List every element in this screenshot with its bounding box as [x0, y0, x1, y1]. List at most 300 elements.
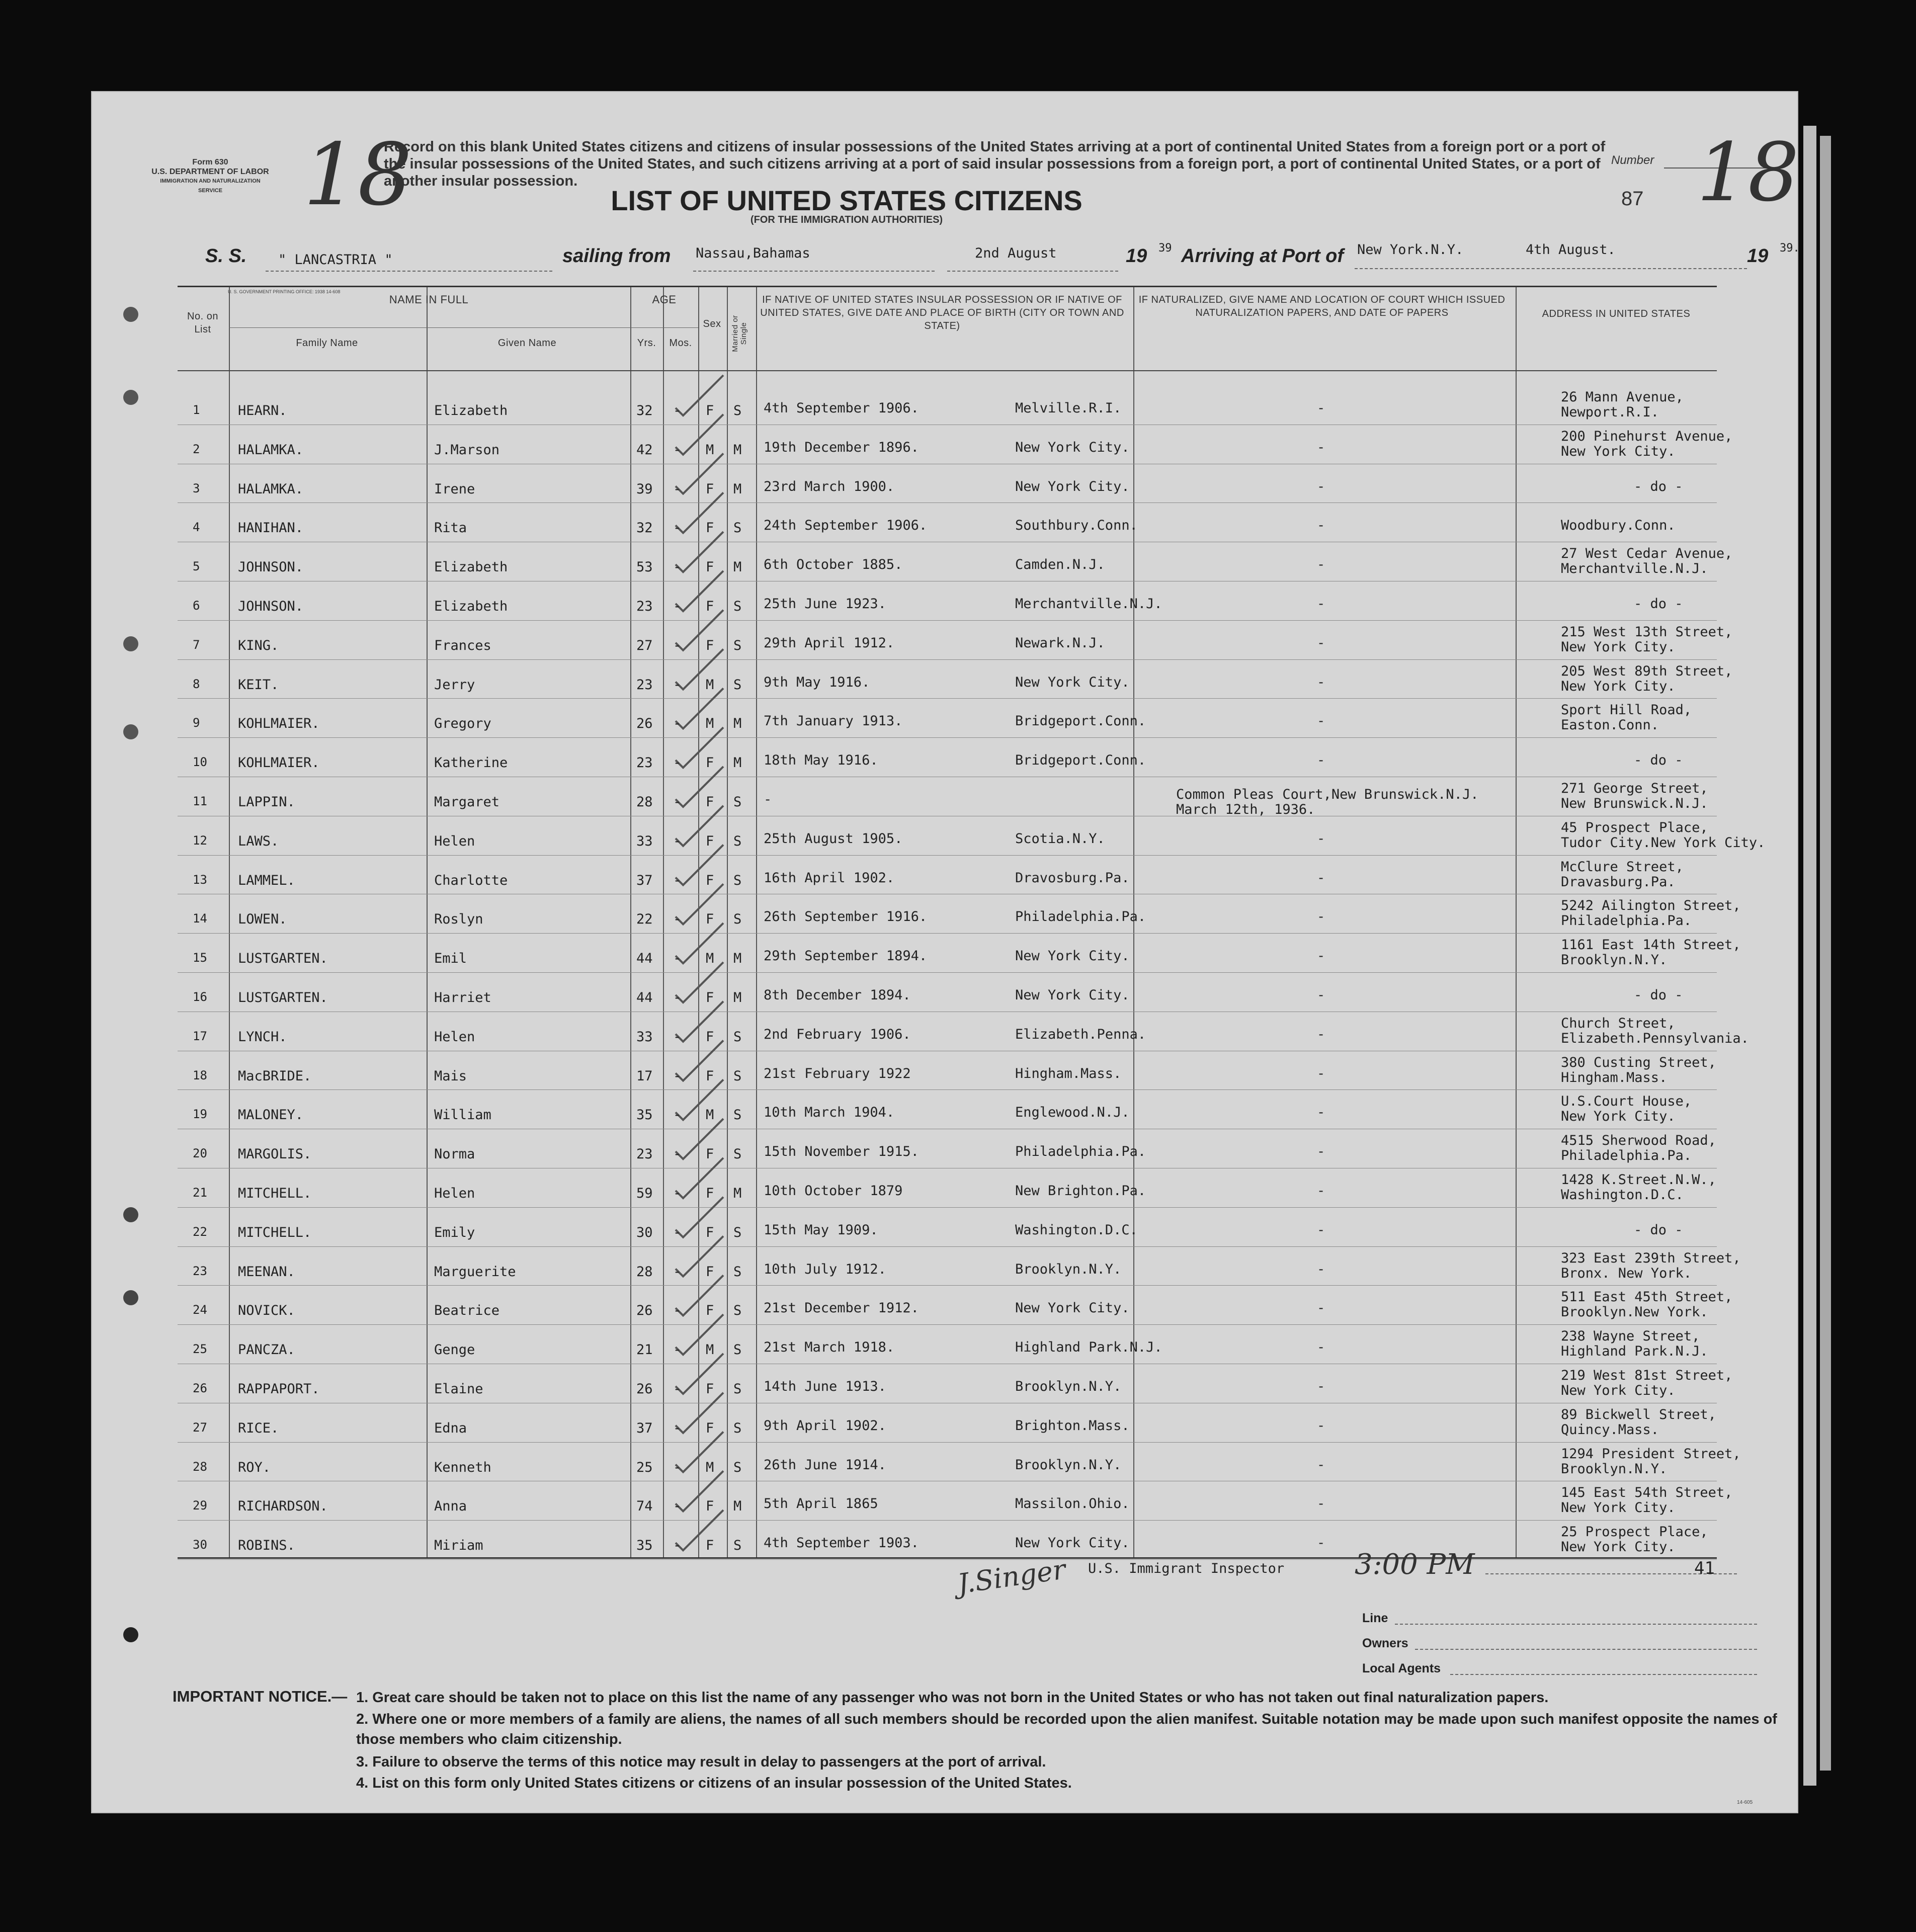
marital-status: S — [733, 1146, 742, 1162]
address-line-1: 26 Mann Avenue, — [1561, 389, 1684, 405]
birth-place: Elizabeth.Penna. — [1015, 1026, 1146, 1042]
age-months: - — [673, 951, 682, 967]
age-years: 26 — [636, 1381, 653, 1397]
birth-date: 5th April 1865 — [764, 1496, 878, 1512]
address-line-1: 205 West 89th Street, — [1561, 663, 1733, 679]
age-years: 23 — [636, 755, 653, 771]
given-name: Elaine — [434, 1381, 483, 1397]
table-row — [178, 1520, 1717, 1559]
age-years: 26 — [636, 1303, 653, 1319]
family-name: RICHARDSON. — [238, 1498, 328, 1515]
age-years: 28 — [636, 1264, 653, 1280]
notice-1: 1. Great care should be taken not to place on this list the name of any passenger who was not born in the United States or who has not taken out final naturalization papers. — [356, 1690, 1549, 1706]
page-subtitle: (FOR THE IMMIGRATION AUTHORITIES) — [750, 214, 943, 225]
naturalization-info: - — [1317, 1379, 1325, 1394]
sex: F — [706, 794, 714, 810]
sex: F — [706, 833, 714, 849]
row-number: 28 — [193, 1459, 207, 1474]
address-line-2: Philadelphia.Pa. — [1561, 913, 1692, 929]
given-name: Margaret — [434, 794, 500, 810]
naturalization-court: Common Pleas Court,New Brunswick.N.J. — [1176, 787, 1479, 802]
birth-place: New York City. — [1015, 987, 1130, 1003]
birth-date: 29th September 1894. — [764, 948, 928, 964]
age-months: - — [673, 1264, 682, 1280]
naturalization-info: - — [1317, 1339, 1325, 1356]
age-months: - — [673, 599, 682, 614]
inspector-signature: J.Singer — [955, 1553, 1068, 1600]
age-months: - — [673, 1107, 682, 1123]
birth-date: 15th May 1909. — [764, 1222, 878, 1238]
row-number: 23 — [193, 1264, 207, 1278]
table-row — [178, 737, 1717, 777]
birth-date: - — [764, 792, 772, 807]
sex: F — [706, 520, 714, 536]
birth-date: 25th August 1905. — [764, 830, 903, 847]
handwritten-number-left: 18 — [303, 125, 412, 225]
address-line-1: - do - — [1634, 752, 1683, 769]
record-instructions: Record on this blank United States citizens and citizens of insular possessions of the United States arriving at a port of continental United States from a foreign port or a port of the insular possessions of the United States, and such citizens arriving at a port of said insular possessions from a foreign port, a port of continental United States, or a port of another insular possession. — [384, 139, 1606, 189]
naturalization-info: - — [1317, 830, 1325, 847]
age-years: 59 — [636, 1186, 653, 1201]
marital-status: S — [733, 833, 742, 849]
row-number: 24 — [193, 1303, 207, 1317]
address-line-1: 380 Custing Street, — [1561, 1054, 1716, 1070]
table-row — [178, 1207, 1717, 1246]
table-row — [178, 933, 1741, 972]
marital-status: S — [733, 1459, 742, 1475]
address-line-1: 219 West 81st Street, — [1561, 1368, 1733, 1383]
age-months: - — [673, 1498, 682, 1515]
age-months: - — [673, 1224, 682, 1240]
manifest-sheet — [92, 92, 1800, 1812]
naturalization-info: - — [1317, 1183, 1325, 1199]
marital-status: S — [733, 1420, 742, 1436]
address-line-1: 200 Pinehurst Avenue, — [1561, 428, 1733, 444]
birth-place: New York City. — [1015, 1535, 1130, 1551]
sex: M — [706, 951, 714, 967]
notice-title: IMPORTANT NOTICE.— — [173, 1688, 348, 1705]
address-line-2: Tudor City.New York City. — [1561, 834, 1766, 851]
marital-status: S — [733, 1068, 742, 1084]
form-code: 14-605 — [1737, 1800, 1753, 1805]
birth-place: Camden.N.J. — [1015, 557, 1105, 573]
given-name: Elizabeth — [434, 559, 508, 575]
notice-4: 4. List on this form only United States citizens or citizens of an insular possession of the United States. — [356, 1775, 1072, 1791]
row-number: 29 — [193, 1498, 207, 1513]
age-months: - — [673, 794, 682, 810]
col-given: Given Name — [497, 338, 557, 349]
naturalization-info: - — [1317, 400, 1325, 416]
birth-place: Bridgeport.Conn. — [1015, 713, 1146, 729]
row-number: 14 — [193, 911, 207, 926]
birth-date: 25th June 1923. — [764, 596, 886, 612]
birth-date: 10th July 1912. — [764, 1261, 886, 1277]
given-name: Helen — [434, 1029, 475, 1045]
age-months: - — [673, 1146, 682, 1162]
birth-date: 24th September 1906. — [764, 518, 928, 534]
grid-row-line — [178, 1559, 1717, 1560]
given-name: Elizabeth — [434, 599, 508, 614]
family-name: MacBRIDE. — [238, 1068, 312, 1084]
naturalization-info: - — [1317, 1457, 1325, 1473]
arrival-port: New York.N.Y. — [1357, 242, 1464, 258]
age-months: - — [673, 1420, 682, 1436]
birth-date: 16th April 1902. — [764, 870, 895, 886]
address-line-2: New York City. — [1561, 678, 1676, 694]
age-years: 23 — [636, 677, 653, 693]
table-row — [178, 1051, 1717, 1090]
given-name: Emily — [434, 1224, 475, 1240]
row-number: 26 — [193, 1381, 207, 1395]
naturalization-info: - — [1317, 1496, 1325, 1512]
address-line-1: 1161 East 14th Street, — [1561, 937, 1741, 953]
address-line-1: 1294 President Street, — [1561, 1446, 1741, 1462]
birth-place: Washington.D.C. — [1015, 1222, 1138, 1238]
arrival-line — [1355, 268, 1747, 269]
sex: F — [706, 637, 714, 653]
naturalization-info: - — [1317, 478, 1325, 494]
sailing-label: sailing from — [562, 245, 671, 267]
birth-date: 4th September 1903. — [764, 1535, 919, 1551]
age-years: 21 — [636, 1342, 653, 1358]
sex: F — [706, 911, 714, 928]
birth-date: 21st March 1918. — [764, 1339, 895, 1356]
table-row — [178, 1012, 1749, 1051]
given-name: Mais — [434, 1068, 467, 1084]
birth-date: 26th September 1916. — [764, 909, 928, 925]
address-line-2: Washington.D.C. — [1561, 1187, 1684, 1203]
col-married: Married or Single — [731, 315, 748, 352]
age-years: 28 — [636, 794, 653, 810]
address-line-2: Bronx. New York. — [1561, 1265, 1692, 1281]
row-number: 8 — [193, 677, 200, 691]
family-name: LOWEN. — [238, 911, 287, 928]
birth-date: 4th September 1906. — [764, 400, 919, 416]
marital-status: S — [733, 911, 742, 928]
address-line-2: Quincy.Mass. — [1561, 1421, 1659, 1438]
family-name: PANCZA. — [238, 1342, 295, 1358]
sex: F — [706, 1224, 714, 1240]
ship-name: " LANCASTRIA " — [278, 252, 393, 268]
table-row — [178, 542, 1733, 581]
given-name: Norma — [434, 1146, 475, 1162]
row-number: 16 — [193, 990, 207, 1004]
address-line-1: 27 West Cedar Avenue, — [1561, 546, 1733, 562]
marital-status: S — [733, 637, 742, 653]
table-row — [178, 1129, 1717, 1168]
age-months: - — [673, 481, 682, 497]
sex: F — [706, 1068, 714, 1084]
family-name: LUSTGARTEN. — [238, 951, 328, 967]
address-line-2: Elizabeth.Pennsylvania. — [1561, 1030, 1749, 1046]
arrival-year: 39. — [1780, 242, 1800, 255]
age-years: 25 — [636, 1459, 653, 1475]
punch-hole — [123, 1207, 138, 1222]
address-line-1: - do - — [1634, 596, 1683, 612]
inspector-title: U.S. Immigrant Inspector — [1088, 1561, 1285, 1576]
address-line-1: - do - — [1634, 478, 1683, 494]
sex: M — [706, 716, 714, 732]
birth-place: New York City. — [1015, 478, 1130, 494]
sex: M — [706, 677, 714, 693]
table-row — [178, 425, 1733, 464]
age-years: 53 — [636, 559, 653, 575]
birth-place: Dravosburg.Pa. — [1015, 870, 1130, 886]
naturalization-info: - — [1317, 1300, 1325, 1316]
address-line-2: New York City. — [1561, 1539, 1676, 1555]
birth-date: 29th April 1912. — [764, 635, 895, 651]
age-months: - — [673, 755, 682, 771]
row-number: 21 — [193, 1186, 207, 1200]
page-edge — [1803, 126, 1816, 1786]
row-number: 22 — [193, 1224, 207, 1239]
age-months: - — [673, 872, 682, 888]
naturalization-info: - — [1317, 518, 1325, 534]
age-months: - — [673, 1068, 682, 1084]
birth-place: Philadelphia.Pa. — [1015, 1144, 1146, 1160]
table-row — [178, 816, 1766, 855]
birth-place: New York City. — [1015, 948, 1130, 964]
birth-place: Scotia.N.Y. — [1015, 830, 1105, 847]
page-number: 41 — [1694, 1558, 1715, 1578]
birth-place: Brooklyn.N.Y. — [1015, 1379, 1122, 1394]
naturalization-info: - — [1317, 1026, 1325, 1042]
sex: F — [706, 1420, 714, 1436]
naturalization-info: - — [1317, 1144, 1325, 1160]
birth-date: 9th April 1902. — [764, 1417, 886, 1434]
col-mos: Mos. — [669, 338, 692, 349]
sex: M — [706, 1342, 714, 1358]
sex: F — [706, 559, 714, 575]
table-row — [178, 581, 1717, 620]
given-name: William — [434, 1107, 491, 1123]
age-years: 32 — [636, 520, 653, 536]
given-name: Katherine — [434, 755, 508, 771]
given-name: Helen — [434, 1186, 475, 1201]
birth-place: Philadelphia.Pa. — [1015, 909, 1146, 925]
birth-date: 8th December 1894. — [764, 987, 911, 1003]
punch-hole — [123, 636, 138, 651]
col-yrs: Yrs. — [637, 338, 656, 349]
row-number: 9 — [193, 716, 200, 730]
birth-date: 26th June 1914. — [764, 1457, 886, 1473]
col-age: AGE — [652, 293, 677, 306]
age-years: 32 — [636, 403, 653, 418]
birth-place: Brooklyn.N.Y. — [1015, 1261, 1122, 1277]
col-name-in-full: NAME IN FULL — [389, 293, 469, 306]
age-months: - — [673, 403, 682, 418]
table-row — [178, 894, 1741, 933]
punch-hole — [123, 1290, 138, 1305]
punch-hole — [123, 390, 138, 405]
sex: M — [706, 1459, 714, 1475]
birth-date: 21st December 1912. — [764, 1300, 919, 1316]
punch-hole — [123, 307, 138, 322]
sex: F — [706, 1264, 714, 1280]
sex: F — [706, 1498, 714, 1515]
marital-status: M — [733, 755, 742, 771]
form-info — [150, 157, 271, 196]
marital-status: S — [733, 599, 742, 614]
family-name: JOHNSON. — [238, 559, 304, 575]
naturalization-info: - — [1317, 948, 1325, 964]
sex: F — [706, 481, 714, 497]
col-family: Family Name — [296, 338, 358, 349]
table-row — [178, 1403, 1717, 1442]
arrival-time: 3:00 PM — [1355, 1548, 1475, 1581]
age-months: - — [673, 1381, 682, 1397]
birth-place: New York City. — [1015, 674, 1130, 690]
birth-place: Hingham.Mass. — [1015, 1065, 1122, 1081]
arriving-label: Arriving at Port of — [1181, 245, 1344, 267]
row-number: 25 — [193, 1342, 207, 1357]
given-name: Gregory — [434, 716, 491, 732]
family-name: HALAMKA. — [238, 442, 304, 458]
age-months: - — [673, 1538, 682, 1554]
col-address: ADDRESS IN UNITED STATES — [1542, 308, 1691, 319]
naturalization-info: - — [1317, 439, 1325, 455]
row-number: 27 — [193, 1420, 207, 1435]
row-number: 20 — [193, 1146, 207, 1161]
age-years: 27 — [636, 637, 653, 653]
family-name: HEARN. — [238, 403, 287, 418]
age-years: 74 — [636, 1498, 653, 1515]
line-label: Line — [1362, 1611, 1388, 1625]
address-line-2: Brooklyn.N.Y. — [1561, 952, 1668, 968]
family-name: ROBINS. — [238, 1538, 295, 1554]
address-line-2: Brooklyn.New York. — [1561, 1304, 1708, 1320]
marital-status: M — [733, 1498, 742, 1515]
row-number: 15 — [193, 951, 207, 965]
address-line-2: Newport.R.I. — [1561, 404, 1659, 420]
sex: F — [706, 1029, 714, 1045]
age-months: - — [673, 442, 682, 458]
age-months: - — [673, 520, 682, 536]
birth-date: 2nd February 1906. — [764, 1026, 911, 1042]
table-row — [178, 620, 1733, 659]
naturalization-info: - — [1317, 1417, 1325, 1434]
family-name: RAPPAPORT. — [238, 1381, 320, 1397]
row-number: 6 — [193, 599, 200, 613]
family-name: MARGOLIS. — [238, 1146, 312, 1162]
notice-2: 2. Where one or more members of a family are aliens, the names of all such members should be recorded upon the alien manifest. Suitable notation may be made upon such manifest opposite the names of those members who claim citizenship. — [356, 1711, 1777, 1747]
row-number: 3 — [193, 481, 200, 495]
given-name: Elizabeth — [434, 403, 508, 418]
given-name: Irene — [434, 481, 475, 497]
marital-status: S — [733, 872, 742, 888]
row-number: 1 — [193, 403, 200, 417]
owners-field — [1415, 1649, 1757, 1650]
family-name: ROY. — [238, 1459, 271, 1475]
marital-status: S — [733, 677, 742, 693]
naturalization-info: - — [1317, 1261, 1325, 1277]
age-years: 17 — [636, 1068, 653, 1084]
family-name: KING. — [238, 637, 279, 653]
address-line-1: - do - — [1634, 1222, 1683, 1238]
row-number: 19 — [193, 1107, 207, 1122]
age-years: 42 — [636, 442, 653, 458]
table-row — [178, 855, 1717, 894]
address-line-1: - do - — [1634, 987, 1683, 1003]
row-number: 18 — [193, 1068, 207, 1082]
table-row — [178, 972, 1717, 1012]
age-months: - — [673, 677, 682, 693]
ship-line — [266, 271, 552, 272]
given-name: Anna — [434, 1498, 467, 1515]
table-row — [178, 1324, 1717, 1364]
marital-status: M — [733, 1186, 742, 1201]
age-years: 35 — [636, 1107, 653, 1123]
family-name: MALONEY. — [238, 1107, 304, 1123]
marital-status: S — [733, 1381, 742, 1397]
age-months: - — [673, 1186, 682, 1201]
birth-place: New Brighton.Pa. — [1015, 1183, 1146, 1199]
page-edge-back — [1820, 136, 1831, 1771]
address-line-2: New York City. — [1561, 443, 1676, 459]
given-name: Emil — [434, 951, 467, 967]
given-name: J.Marson — [434, 442, 500, 458]
naturalization-info: - — [1317, 752, 1325, 769]
age-years: 37 — [636, 1420, 653, 1436]
row-number: 30 — [193, 1538, 207, 1552]
marital-status: M — [733, 442, 742, 458]
table-row — [178, 698, 1717, 737]
naturalization-info: - — [1317, 1222, 1325, 1238]
given-name: Marguerite — [434, 1264, 516, 1280]
sex: F — [706, 1146, 714, 1162]
family-name: NOVICK. — [238, 1303, 295, 1319]
address-line-1: 5242 Ailington Street, — [1561, 898, 1741, 914]
sail-year: 39 — [1158, 242, 1172, 255]
naturalization-info: - — [1317, 674, 1325, 690]
given-name: Rita — [434, 520, 467, 536]
age-years: 39 — [636, 481, 653, 497]
family-name: HALAMKA. — [238, 481, 304, 497]
owners-label: Owners — [1362, 1636, 1408, 1650]
birth-place: Newark.N.J. — [1015, 635, 1105, 651]
given-name: Roslyn — [434, 911, 483, 928]
sex: M — [706, 1107, 714, 1123]
family-name: LUSTGARTEN. — [238, 990, 328, 1005]
address-line-2: New Brunswick.N.J. — [1561, 796, 1708, 811]
age-years: 33 — [636, 833, 653, 849]
age-years: 23 — [636, 1146, 653, 1162]
sex: F — [706, 403, 714, 418]
table-row — [178, 1285, 1733, 1324]
address-line-1: Church Street, — [1561, 1015, 1676, 1031]
age-years: 23 — [636, 599, 653, 614]
sex: F — [706, 1303, 714, 1319]
sex: F — [706, 1538, 714, 1554]
marital-status: S — [733, 403, 742, 418]
given-name: Genge — [434, 1342, 475, 1358]
age-months: - — [673, 559, 682, 575]
marital-status: S — [733, 1029, 742, 1045]
marital-status: S — [733, 520, 742, 536]
marital-status: S — [733, 1342, 742, 1358]
age-years: 22 — [636, 911, 653, 928]
table-row — [178, 464, 1717, 503]
family-name: MITCHELL. — [238, 1186, 312, 1201]
address-line-1: 323 East 239th Street, — [1561, 1250, 1741, 1266]
marital-status: S — [733, 1303, 742, 1319]
birth-date: 10th October 1879 — [764, 1183, 903, 1199]
row-number: 2 — [193, 442, 200, 456]
col-no: No. on List — [187, 311, 218, 335]
row-number: 11 — [193, 794, 207, 808]
marital-status: S — [733, 1264, 742, 1280]
naturalization-info: - — [1317, 635, 1325, 651]
